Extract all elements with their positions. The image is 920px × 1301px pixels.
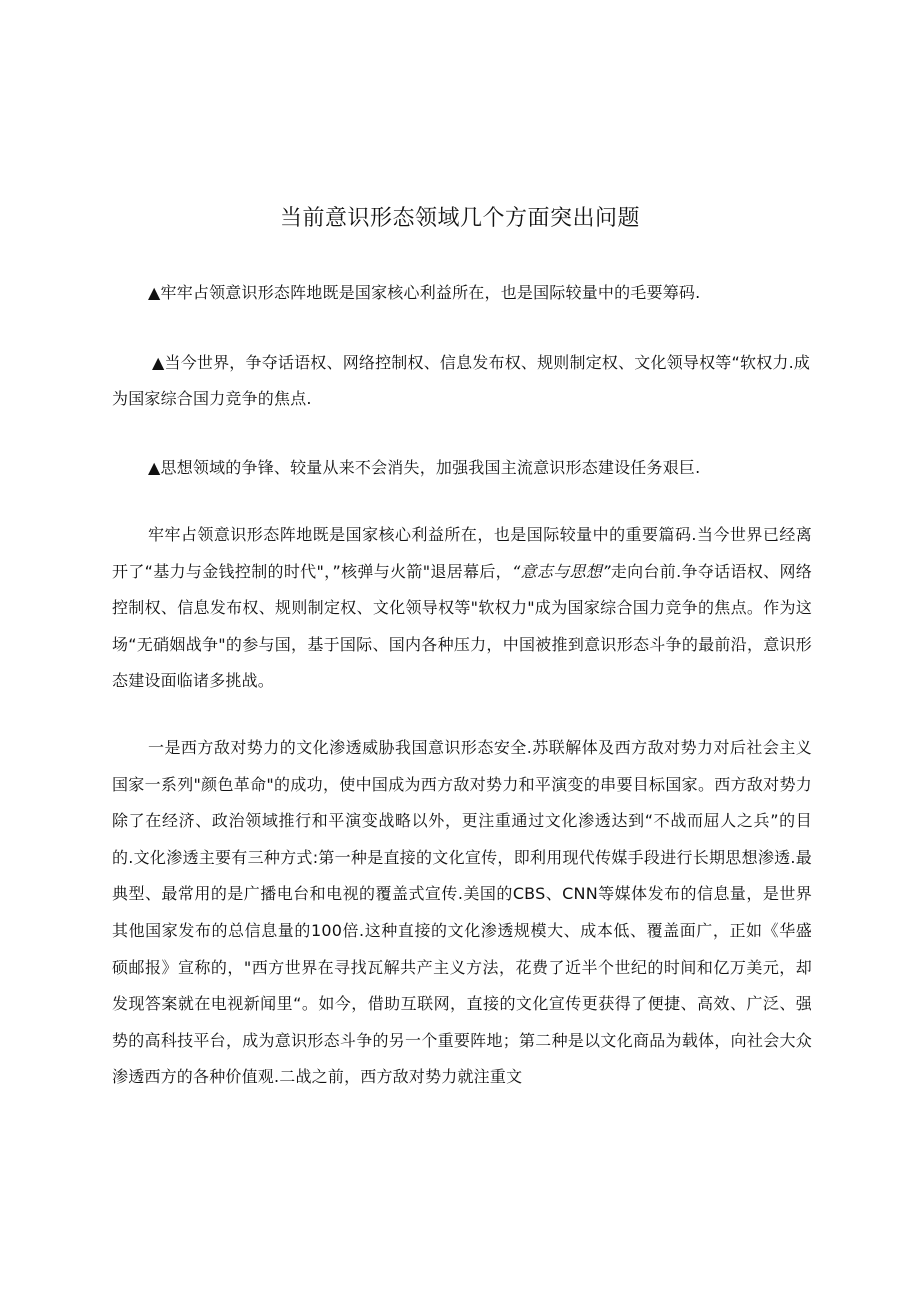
paragraph-intro-text-2: 走向台前.争夺话语权、网络控制权、信息发布权、规则制定权、文化领导权等"软权力"成为国家综合国力竞争的焦点。作为这场“无硝姻战争"的参与国，基于国际、国内各种压力，中国被推到意识形态斗争的最前沿，意识形态建设面临诸多挑战。: [112, 561, 812, 691]
paragraph-intro: [112, 517, 812, 700]
document-title: 当前意识形态领域几个方面突出问题: [279, 206, 640, 231]
bullet-point-1: ▲牢牢占领意识形态阵地既是国家核心利益所在，也是国际较量中的毛要筹码.: [148, 283, 701, 302]
bullet-point-2: ▲当今世界，争夺话语权、网络控制权、信息发布权、规则制定权、文化领导权等“软权力.成为国家综合国力竞争的焦点.: [112, 353, 811, 408]
paragraph-intro-italic-quote: “意志与思想”: [512, 561, 611, 581]
paragraph-cultural-infiltration: 一是西方敌对势力的文化渗透威胁我国意识形态安全.苏联解体及西方敌对势力对后社会主义国家一系列"颜色革命"的成功，使中国成为西方敌对势力和平演变的串要目标国家。西方敌对势力除了在经济、政治领域推行和平演变战略以外，更注重通过文化渗透达到“不战而屈人之兵”的目的.文化渗透主要有三种方式:第一种是直接的文化宣传，即利用现代传媒手段进行长期思想渗透.最典型、最常用的是广播电台和电视的覆盖式宣传.美国的CBS、CNN等媒体发布的信息量，是世界其他国家发布的总信息量的100倍.这种直接的文化渗透规模大、成本低、覆盖面广，正如《华盛硕邮报》宣称的，"西方世界在寻找瓦解共产主义方法，花费了近半个世纪的时间和亿万美元，却发现答案就在电视新闻里“。如今，借助互联网，直接的文化宣传更获得了便捷、高效、广泛、强势的高科技平台，成为意识形态斗争的另一个重要阵地；第二种是以文化商品为载体，向社会大众渗透西方的各种价值观.二战之前，西方敌对势力就注重文: [112, 738, 812, 1087]
bullet-point-3: ▲思想领域的争锋、较量从来不会消失，加强我国主流意识形态建设任务艰巨.: [148, 458, 701, 477]
paragraph-intro-text-1: 牢牢占领意识形态阵地既是国家核心利益所在，也是国际较量中的重要篇码.当今世界已经离开了“基力与金钱控制的时代"，”核弹与火箭"退居幕后，: [112, 525, 812, 581]
